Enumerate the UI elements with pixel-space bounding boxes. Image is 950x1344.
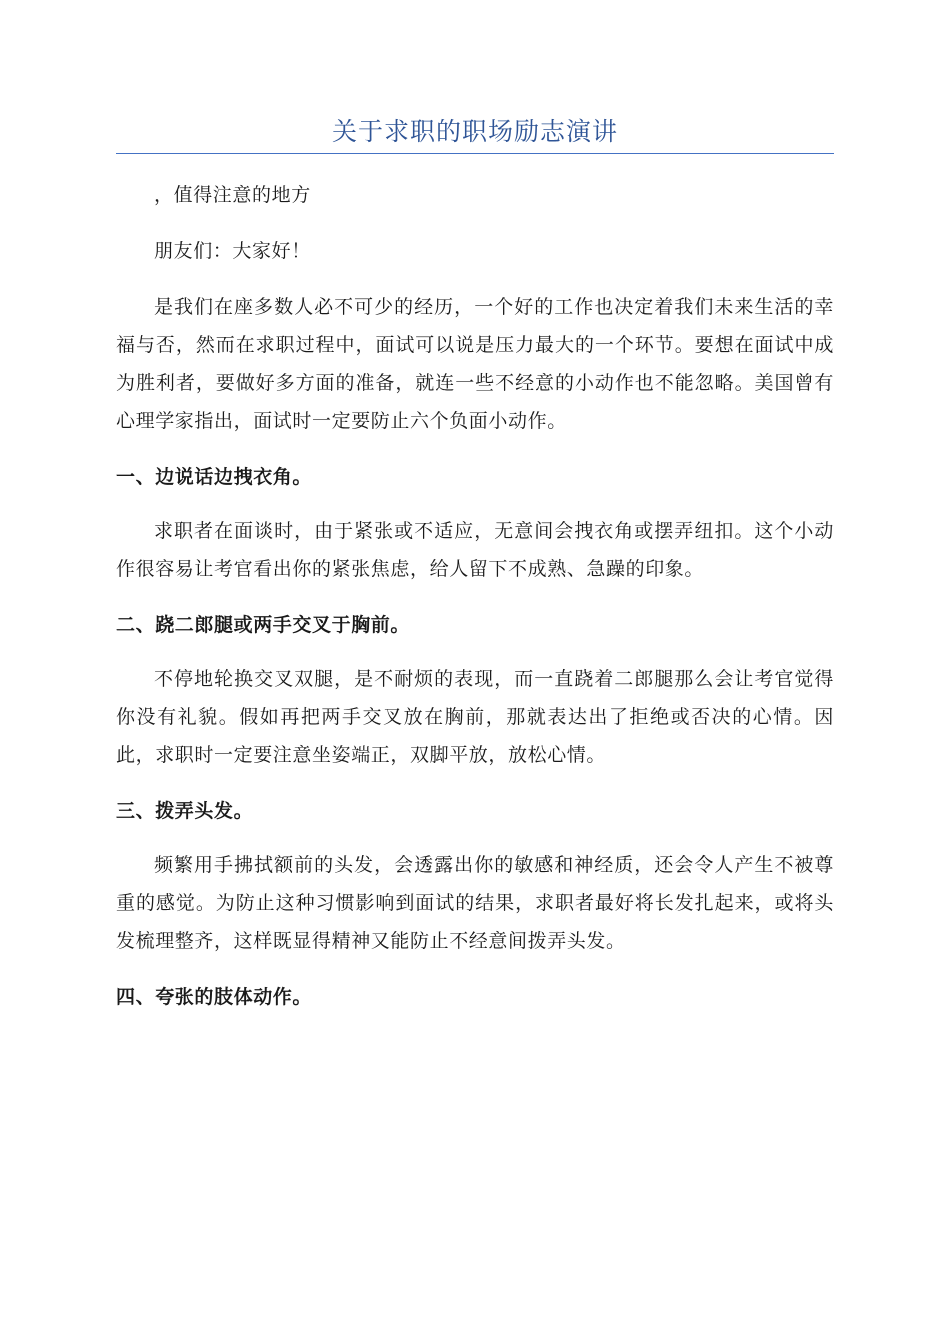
- section-heading-4: 四、夸张的肢体动作。: [116, 986, 313, 1008]
- document-page: [116, 112, 834, 1032]
- section-heading-3: 三、拨弄头发。: [116, 800, 254, 822]
- document-body: [116, 176, 834, 1016]
- section-heading-2: 二、跷二郎腿或两手交叉于胸前。: [116, 614, 411, 636]
- paragraph-section-1: 求职者在面谈时，由于紧张或不适应，无意间会拽衣角或摆弄纽扣。这个小动作很容易让考官看出你的紧张焦虑，给人留下不成熟、急躁的印象。: [116, 520, 834, 580]
- document-title: 关于求职的职场励志演讲: [331, 117, 618, 146]
- paragraph-section-3: 频繁用手拂拭额前的头发，会透露出你的敏感和神经质，还会令人产生不被尊重的感觉。为防止这种习惯影响到面试的结果，求职者最好将长发扎起来，或将头发梳理整齐，这样既显得精神又能防止不经意间拨弄头发。: [116, 854, 834, 952]
- paragraph-intro-fragment: ，值得注意的地方: [154, 184, 311, 206]
- title-underline: [116, 153, 834, 154]
- section-heading-1: 一、边说话边拽衣角。: [116, 466, 313, 488]
- paragraph-greeting: 朋友们：大家好！: [154, 240, 311, 262]
- paragraph-section-2: 不停地轮换交叉双腿，是不耐烦的表现，而一直跷着二郎腿那么会让考官觉得你没有礼貌。假如再把两手交叉放在胸前，那就表达出了拒绝或否决的心情。因此，求职时一定要注意坐姿端正，双脚平放，放松心情。: [116, 668, 834, 766]
- paragraph-opening: 是我们在座多数人必不可少的经历，一个好的工作也决定着我们未来生活的幸福与否，然而在求职过程中，面试可以说是压力最大的一个环节。要想在面试中成为胜利者，要做好多方面的准备，就连一些不经意的小动作也不能忽略。美国曾有心理学家指出，面试时一定要防止六个负面小动作。: [116, 296, 834, 432]
